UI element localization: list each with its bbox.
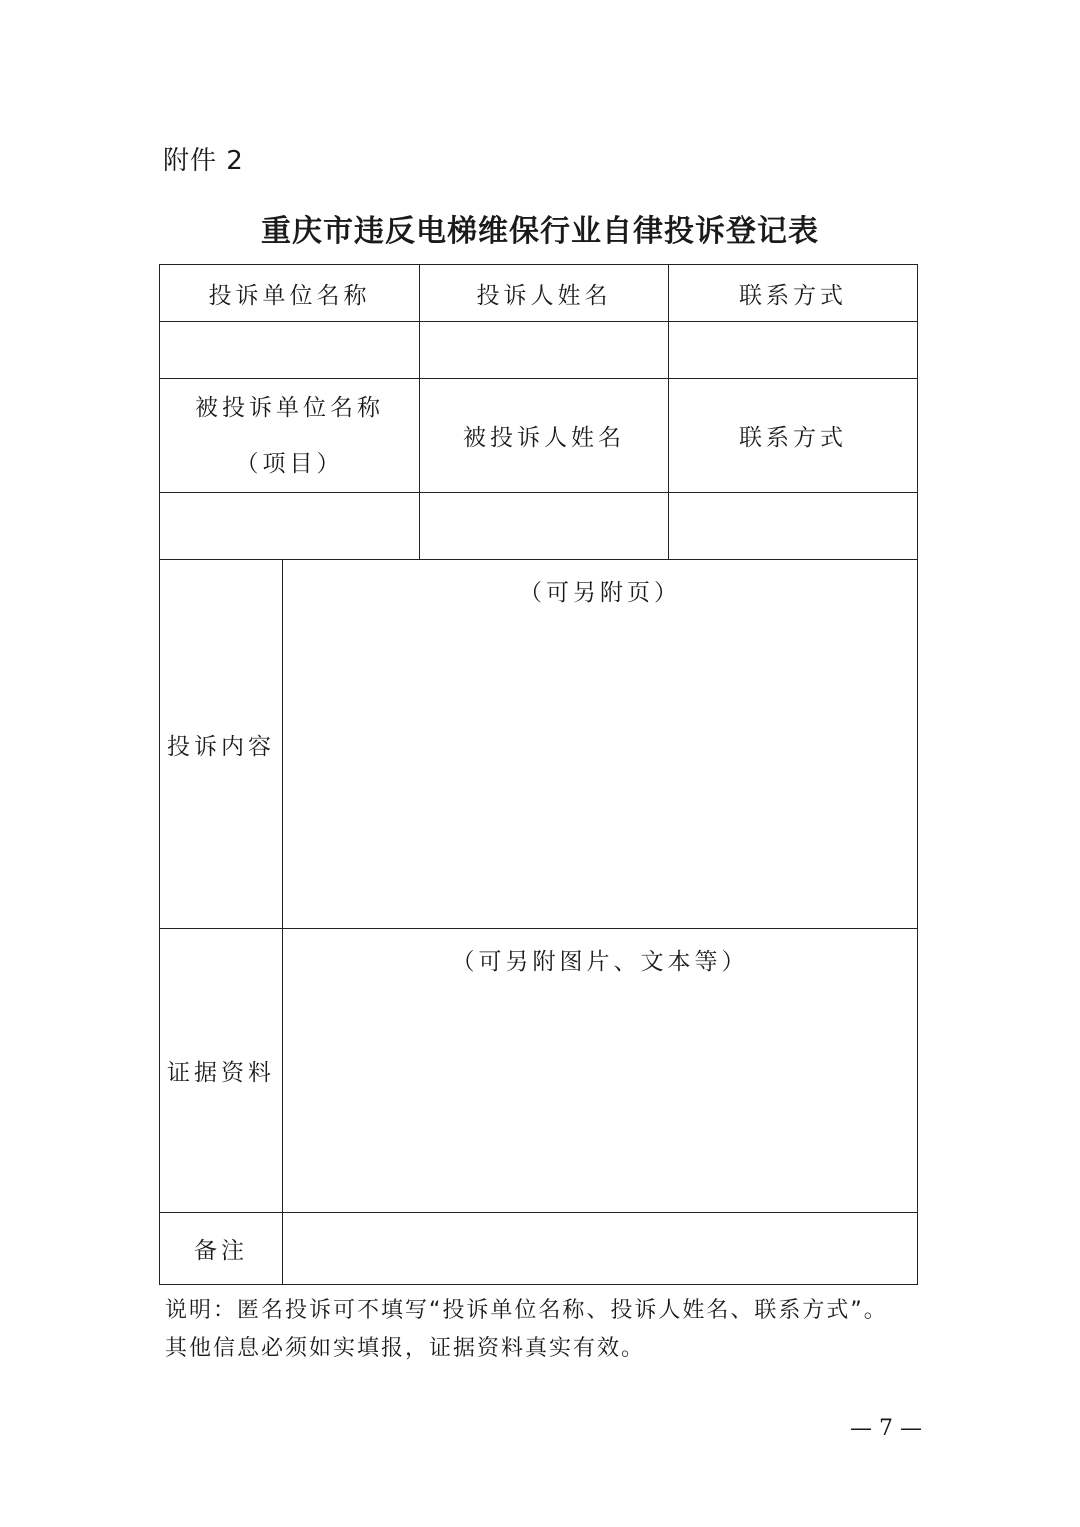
page-number: — 7 — — [850, 1416, 922, 1441]
remarks-label: 备注 — [160, 1213, 283, 1285]
attachment-label: 附件 2 — [163, 146, 244, 176]
respondent-name-field[interactable] — [420, 493, 669, 560]
footer-note — [165, 1292, 925, 1368]
document-title: 重庆市违反电梯维保行业自律投诉登记表 — [261, 214, 819, 249]
header-respondent-unit — [160, 379, 420, 493]
evidence-hint: （可另附图片、文本等） — [451, 949, 749, 975]
header-respondent-name: 被投诉人姓名 — [420, 379, 669, 493]
evidence-field[interactable] — [283, 929, 918, 1213]
respondent-unit-label: 被投诉单位名称 — [195, 394, 384, 421]
respondent-unit-field[interactable] — [160, 493, 420, 560]
content-label: 投诉内容 — [160, 560, 283, 929]
header-complainant-unit: 投诉单位名称 — [160, 265, 420, 322]
header-respondent-contact: 联系方式 — [669, 379, 918, 493]
content-field[interactable] — [283, 560, 918, 929]
content-hint: （可另附页） — [519, 580, 681, 606]
footer-note-line-1: 说明：匿名投诉可不填写“投诉单位名称、投诉人姓名、联系方式”。 — [165, 1298, 888, 1323]
complainant-name-field[interactable] — [420, 322, 669, 379]
evidence-label: 证据资料 — [160, 929, 283, 1213]
complainant-contact-field[interactable] — [669, 322, 918, 379]
footer-note-line-2: 其他信息必须如实填报，证据资料真实有效。 — [165, 1336, 646, 1361]
header-complainant-contact: 联系方式 — [669, 265, 918, 322]
respondent-project-label: （项目） — [235, 450, 344, 477]
complainant-unit-field[interactable] — [160, 322, 420, 379]
complaint-form-table — [159, 264, 918, 1285]
remarks-field[interactable] — [283, 1213, 918, 1285]
respondent-contact-field[interactable] — [669, 493, 918, 560]
header-complainant-name: 投诉人姓名 — [420, 265, 669, 322]
